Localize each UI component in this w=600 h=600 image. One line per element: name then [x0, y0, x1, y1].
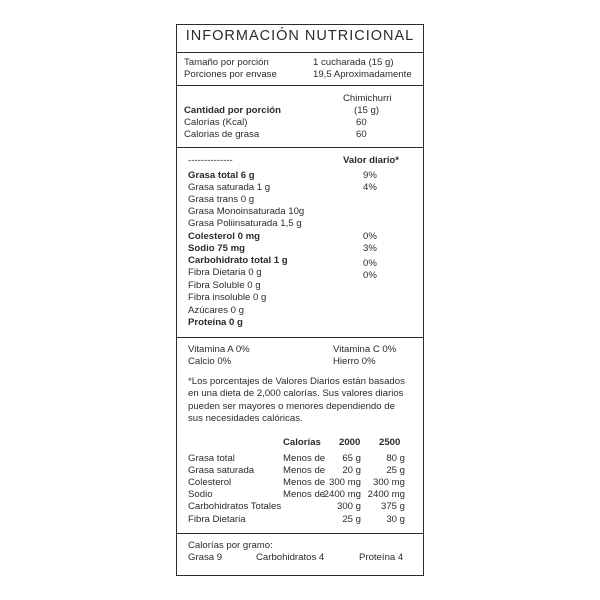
- nutrient-row-dv: 0%: [363, 258, 377, 269]
- reference-row-2000: 25 g: [342, 514, 361, 525]
- reference-row-label: Grasa total: [188, 453, 235, 464]
- nutrient-row-dv: 3%: [363, 243, 377, 254]
- nutrient-row-label: Colesterol 0 mg: [188, 231, 260, 242]
- iron: Hierro 0%: [333, 356, 376, 367]
- nutrient-row-label: Fibra insoluble 0 g: [188, 292, 267, 303]
- nutrient-row-label: Grasa trans 0 g: [188, 194, 255, 205]
- product-amount: (15 g): [354, 105, 380, 116]
- footnote-line: pueden ser mayores o menores dependiendo de: [188, 401, 395, 412]
- servings-per-container-label: Porciones por envase: [184, 69, 277, 80]
- nutrient-row-dv: 4%: [363, 182, 377, 193]
- reference-row-label: Sodio: [188, 489, 213, 500]
- vitamin-c: Vitamina C 0%: [333, 344, 397, 355]
- nutrient-row-label: Grasa Monoinsaturada 10g: [188, 206, 305, 217]
- nutrient-row-label: Grasa Poliinsaturada 1,5 g: [188, 218, 302, 229]
- amount-per-serving-heading: Cantidad por porción: [184, 105, 282, 116]
- divider: [177, 85, 423, 86]
- nutrient-row-label: Grasa total 6 g: [188, 170, 255, 181]
- divider: [177, 533, 423, 534]
- reference-row-2000: 20 g: [342, 465, 361, 476]
- nutrient-row-label: Carbohidrato total 1 g: [188, 255, 288, 266]
- product-name: Chimichurri: [343, 93, 392, 104]
- calories-per-gram-fat: Grasa 9: [188, 552, 223, 563]
- reference-row-qualifier: Menos de: [283, 477, 326, 488]
- reference-row-label: Carbohidratos Totales: [188, 501, 282, 512]
- reference-row-2000: 300 mg: [329, 477, 361, 488]
- calories-label: Calorías (Kcal): [184, 117, 248, 128]
- reference-row-label: Colesterol: [188, 477, 232, 488]
- dashes: --------------: [188, 155, 233, 166]
- fat-calories-label: Calorias de grasa: [184, 129, 260, 140]
- divider: [177, 337, 423, 338]
- footnote-line: sus necesidades calóricas.: [188, 413, 303, 424]
- vitamin-a: Vitamina A 0%: [188, 344, 250, 355]
- reference-row-2500: 80 g: [386, 453, 405, 464]
- reference-row-2500: 375 g: [380, 501, 405, 512]
- nutrient-row-dv: 9%: [363, 170, 377, 181]
- reference-row-2000: 2400 mg: [323, 489, 361, 500]
- reference-row-2000: 300 g: [336, 501, 361, 512]
- calories-per-gram-carbs: Carbohidratos 4: [256, 552, 325, 563]
- nutrition-facts-label: [176, 24, 424, 576]
- calcium: Calcio 0%: [188, 356, 232, 367]
- reference-row-qualifier: Menos de: [283, 489, 326, 500]
- calories-per-gram-protein: Proteína 4: [359, 552, 404, 563]
- nutrient-row-dv: 0%: [363, 231, 377, 242]
- reference-row-2500: 25 g: [386, 465, 405, 476]
- daily-value-header: Valor diario*: [343, 155, 399, 166]
- label-title: INFORMACIÓN NUTRICIONAL: [185, 28, 415, 44]
- servings-per-container-value: 19,5 Aproximadamente: [313, 69, 412, 80]
- serving-size-label: Tamaño por porción: [184, 57, 269, 68]
- nutrient-row-label: Fibra Dietaria 0 g: [188, 267, 262, 278]
- footnote-line: en una dieta de 2,000 calorías. Sus valores diarios: [188, 388, 404, 399]
- reference-row-2500: 30 g: [386, 514, 405, 525]
- footnote-line: *Los porcentajes de Valores Diarios están basados: [188, 376, 405, 387]
- divider: [177, 52, 423, 53]
- calories-per-gram-heading: Calorías por gramo:: [188, 540, 273, 551]
- fat-calories-value: 60: [356, 129, 367, 140]
- nutrient-row-dv: 0%: [363, 270, 377, 281]
- nutrient-row-label: Azúcares 0 g: [188, 305, 244, 316]
- reference-row-2500: 2400 mg: [367, 489, 405, 500]
- reference-row-2500: 300 mg: [373, 477, 405, 488]
- nutrient-row-label: Fibra Soluble 0 g: [188, 280, 261, 291]
- reference-header-2500: 2500: [379, 437, 401, 448]
- divider: [177, 147, 423, 148]
- nutrient-row-label: Proteína 0 g: [188, 317, 243, 328]
- reference-row-2000: 65 g: [342, 453, 361, 464]
- calories-value: 60: [356, 117, 367, 128]
- reference-header-2000: 2000: [339, 437, 361, 448]
- reference-row-qualifier: Menos de: [283, 453, 326, 464]
- reference-header-calories: Calorías: [283, 437, 321, 448]
- reference-row-label: Grasa saturada: [188, 465, 255, 476]
- reference-row-qualifier: Menos de: [283, 465, 326, 476]
- serving-size-value: 1 cucharada (15 g): [313, 57, 394, 68]
- reference-row-label: Fibra Dietaria: [188, 514, 246, 525]
- nutrient-row-label: Sodio 75 mg: [188, 243, 246, 254]
- nutrient-row-label: Grasa saturada 1 g: [188, 182, 271, 193]
